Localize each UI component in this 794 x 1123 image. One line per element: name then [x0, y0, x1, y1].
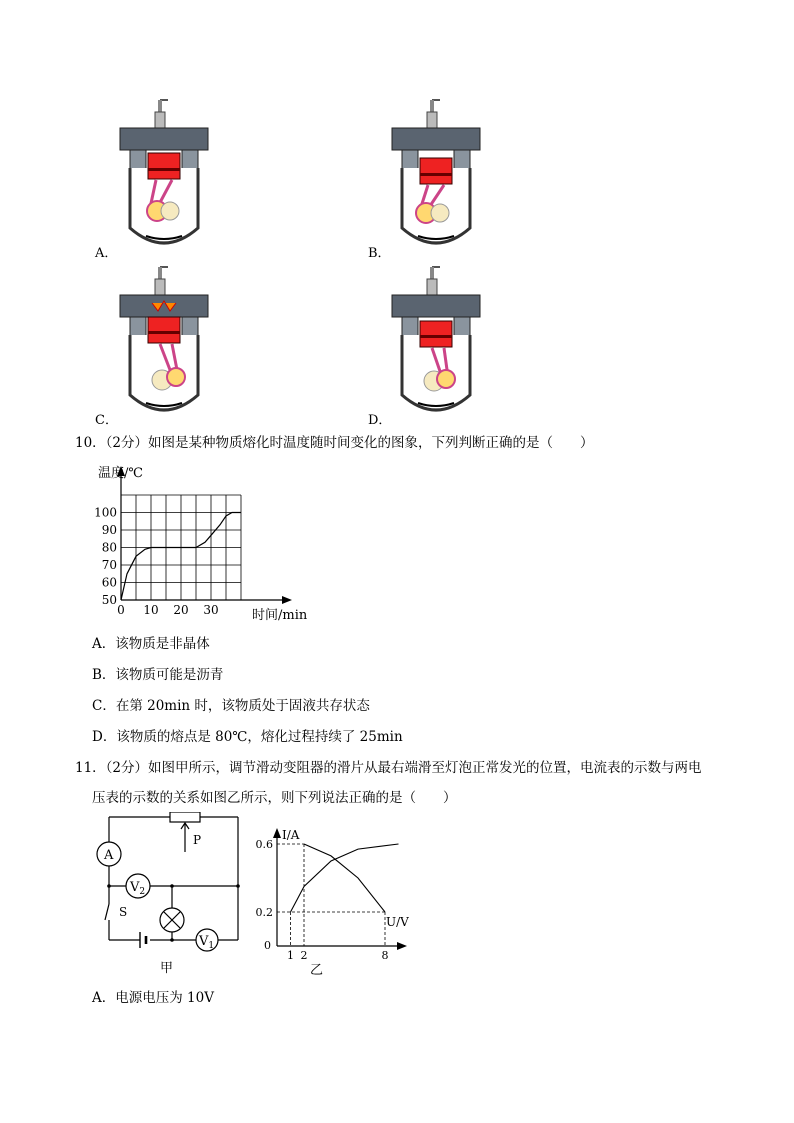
y-tick-label: 60 [101, 575, 117, 590]
x-tick-label: 0 [117, 603, 125, 617]
x-tick-label: 30 [203, 603, 219, 617]
question-11-stem-line2: 压表的示数的关系如图乙所示，则下列说法正确的是（ ） [92, 790, 457, 806]
voltmeter-2-sub: 2 [139, 887, 146, 897]
voltmeter-2-label: V [130, 880, 140, 895]
y-tick-label: 100 [94, 505, 117, 520]
iv-chart [252, 822, 422, 982]
y-tick-label: 90 [101, 523, 117, 537]
y-tick-label: 0.6 [255, 838, 273, 851]
option-d-label: D． [368, 413, 392, 428]
y-tick-label: 0.2 [255, 906, 273, 919]
q10-choice-c[interactable]: C．在第 20min 时，该物质处于固液共存状态 [92, 698, 370, 714]
switch [105, 904, 109, 920]
q10-choice-b[interactable]: B．该物质可能是沥青 [92, 667, 224, 683]
x-tick-label: 2 [300, 949, 308, 962]
option-a-label: A． [95, 246, 118, 261]
chart-caption: 乙 [310, 963, 324, 978]
x-axis-arrow [282, 596, 292, 604]
iv-curve-2 [304, 844, 385, 912]
option-b-label: B． [368, 246, 391, 261]
slider-label: P [193, 833, 202, 847]
voltmeter-1-label: V [199, 934, 209, 949]
x-tick-label: 20 [173, 603, 189, 617]
switch-label: S [119, 905, 128, 919]
iv-curve-1 [291, 844, 399, 912]
engine-diagram-c [112, 265, 222, 415]
circuit-diagram [92, 812, 252, 977]
x-tick-label: 1 [287, 949, 294, 962]
x-tick-label: 10 [143, 603, 159, 617]
melting-chart [88, 460, 328, 630]
engine-diagram-a [112, 98, 222, 248]
origin-label: 0 [264, 939, 271, 952]
x-axis-label: U/V [386, 915, 409, 929]
y-tick-label: 80 [101, 540, 117, 555]
voltmeter-1-sub: 1 [208, 941, 215, 951]
x-axis-label: 时间/min [252, 608, 308, 623]
q10-choice-a[interactable]: A．该物质是非晶体 [92, 636, 210, 652]
engine-diagram-b [384, 98, 494, 248]
q10-choice-d[interactable]: D．该物质的熔点是 80℃，熔化过程持续了 25min [92, 729, 403, 745]
y-axis-label: 温度/℃ [98, 466, 143, 481]
option-c-label: C． [95, 413, 118, 428]
y-tick-label: 50 [101, 593, 117, 607]
engine-diagram-d [384, 265, 494, 415]
rheostat [170, 812, 200, 822]
q11-choice-a[interactable]: A．电源电压为 10V [92, 990, 214, 1006]
x-tick-label: 8 [381, 949, 389, 962]
ammeter-label: A [104, 848, 114, 863]
y-axis-label: I/A [282, 828, 300, 842]
question-10-stem: 10．（2分）如图是某种物质熔化时温度随时间变化的图象，下列判断正确的是（ ） [75, 435, 594, 451]
question-11-stem-line1: 11．（2分）如图甲所示，调节滑动变阻器的滑片从最右端滑至灯泡正常发光的位置，电流表的示数与两电 [75, 760, 702, 776]
y-tick-label: 70 [101, 558, 117, 572]
circuit-caption: 甲 [160, 961, 174, 976]
